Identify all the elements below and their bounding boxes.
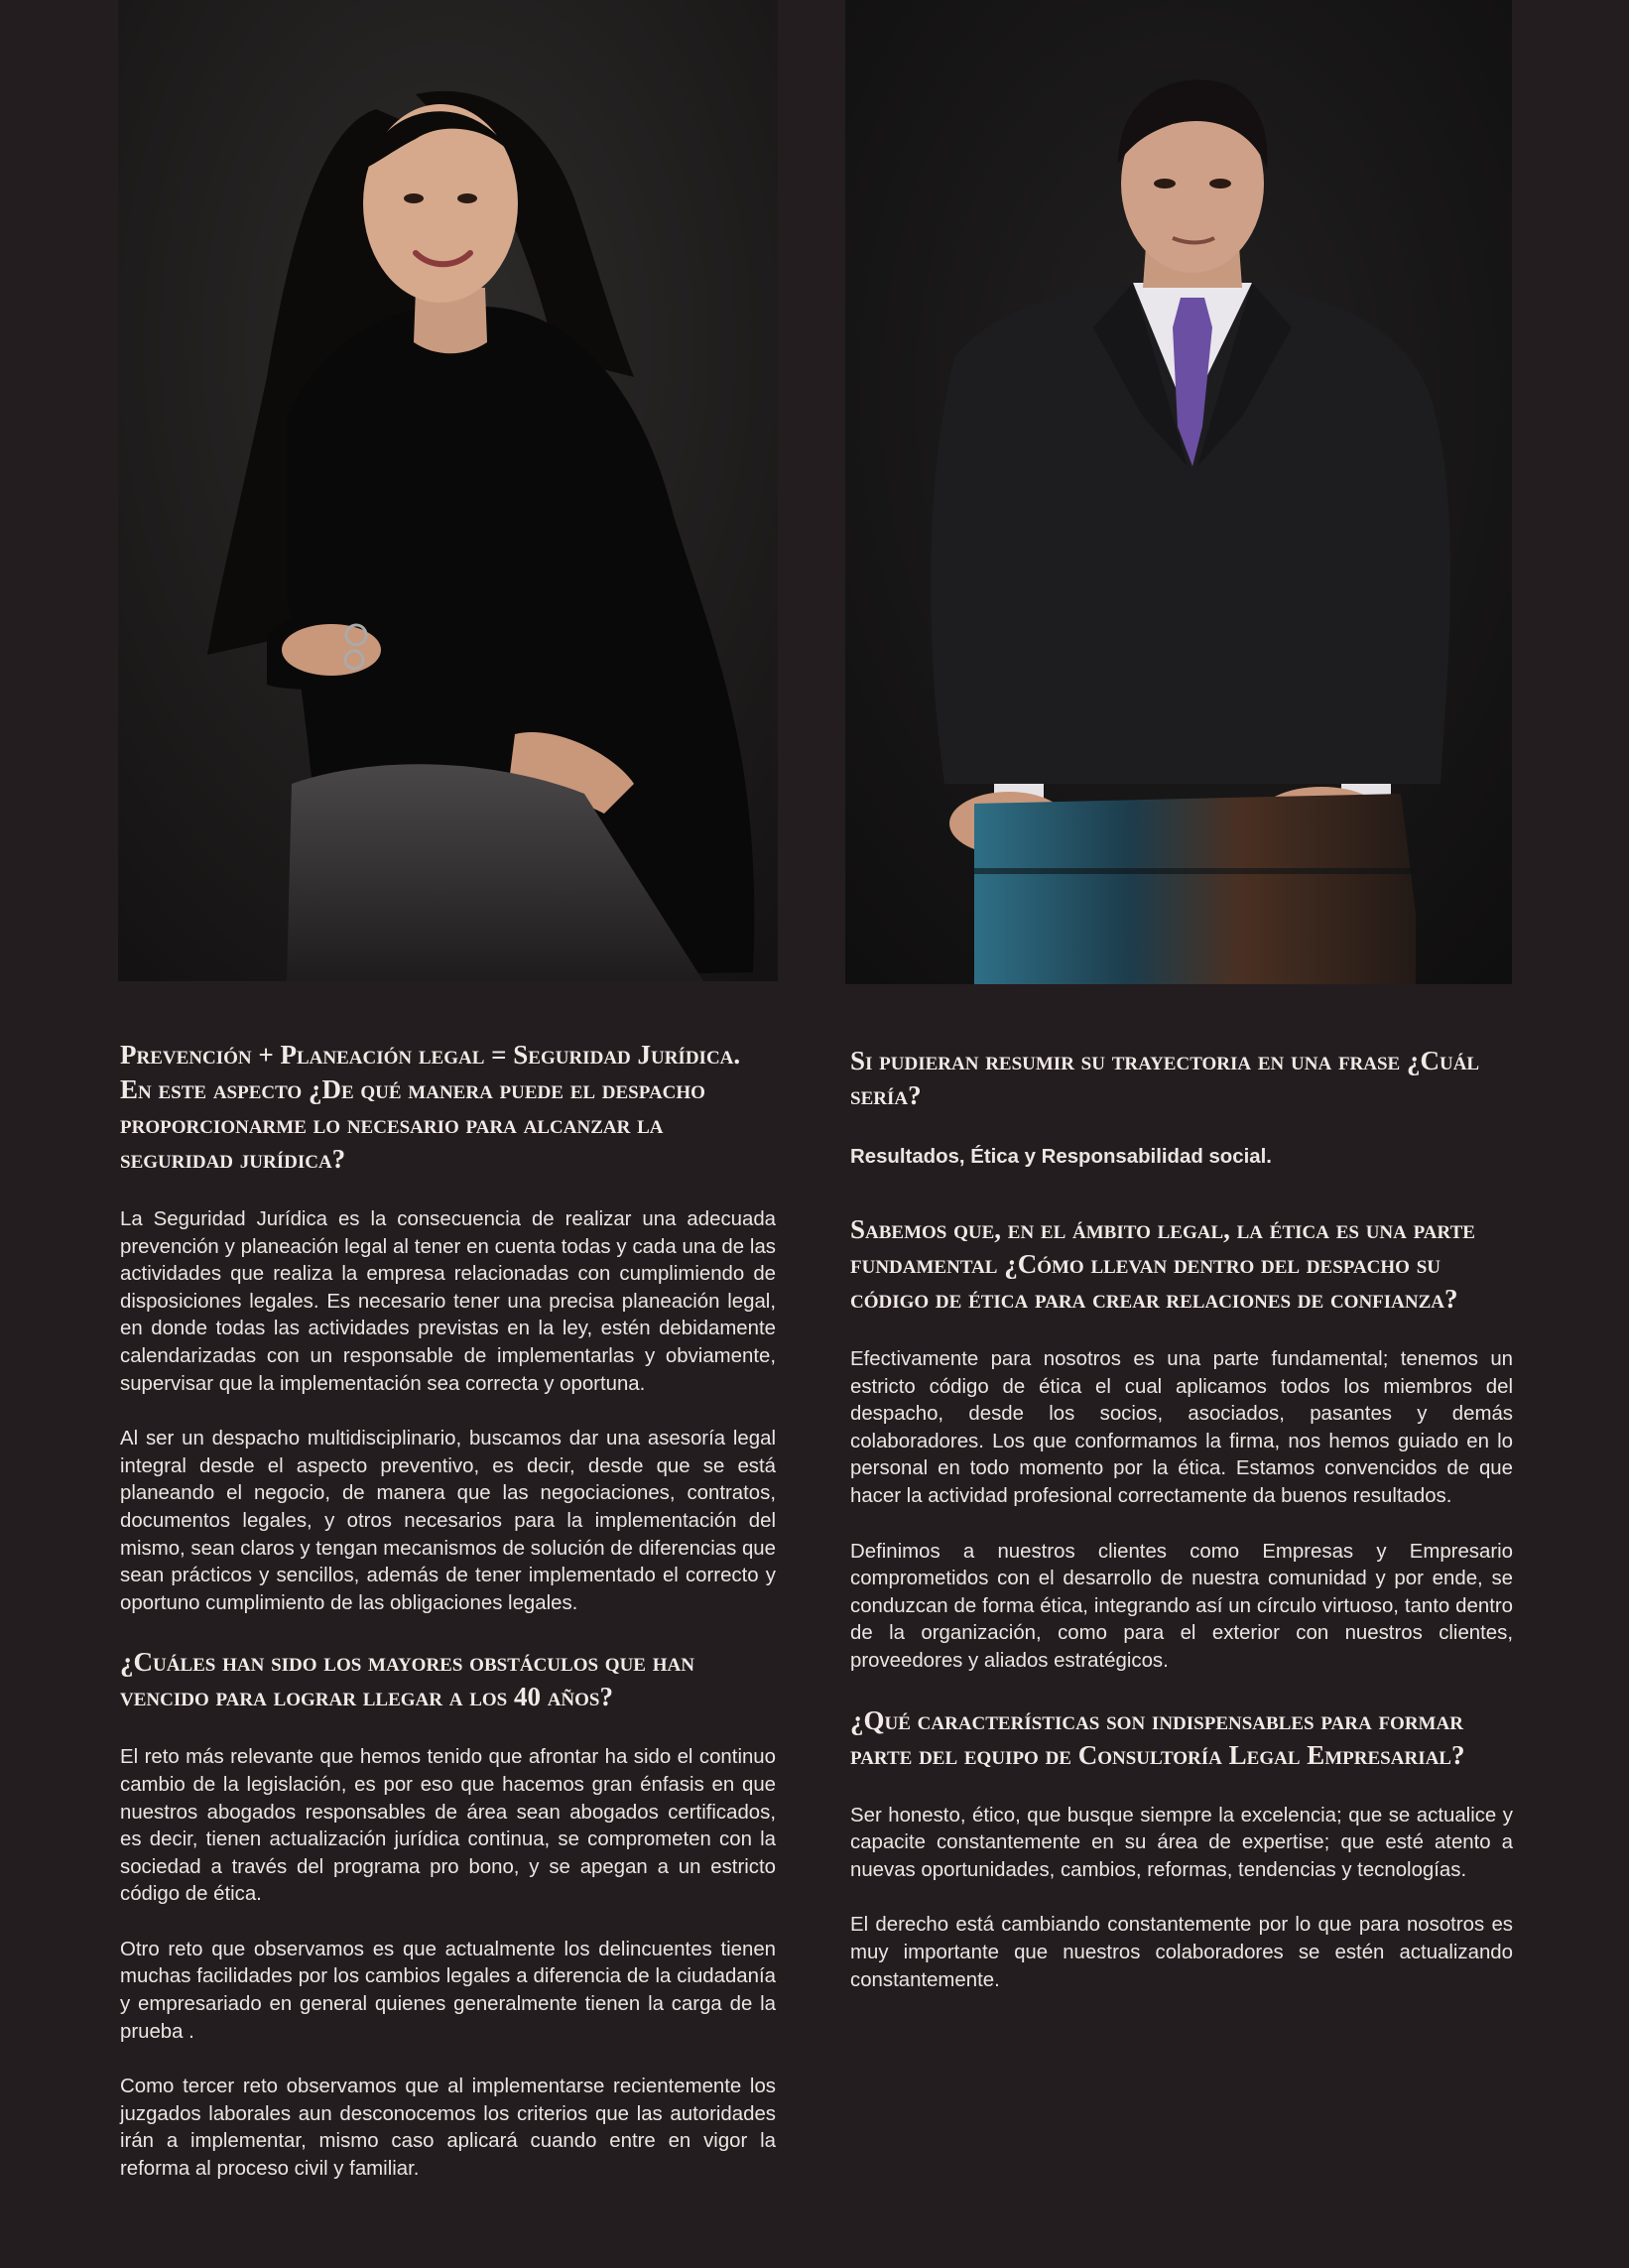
right-text-column: [850, 1044, 1513, 2022]
answer-highlight: Resultados, Ética y Responsabilidad social.: [850, 1146, 1272, 1168]
answer-paragraph: Efectivamente para nosotros es una parte fundamental; tenemos un estricto código de ética el cual aplicamos todos los miembros del despacho, desde los socios, asociados, pasantes y demás colaboradores. Los que conformamos la firma, nos hemos guiado en lo personal en todo momento por la ética. Estamos convencidos de que hacer la actividad profesional correctamente da buenos resultados.: [850, 1348, 1513, 1507]
answer-paragraph: La Seguridad Jurídica es la consecuencia de realizar una adecuada prevención y planeación legal al tener en cuenta todas y cada una de las actividades que realiza la empresa relacionadas con cumplimiendo de disposiciones legales. Es necesario tener una precisa planeación legal, en donde todas las actividades previstas en la ley, estén debidamente calendarizadas con un responsable de implementarlas y obviamente, supervisar que la implementación sea correcta y oportuna.: [120, 1208, 776, 1395]
answer-paragraph: Otro reto que observamos es que actualmente los delincuentes tienen muchas facilidades por los cambios legales a diferencia de la ciudadanía y empresariado en general quienes generalmente tienen la carga de la prueba .: [120, 1938, 776, 2043]
question-heading: ¿Cuáles han sido los mayores obstáculos que han vencido para lograr llegar a los 40 años?: [120, 1647, 694, 1712]
answer-paragraph: Al ser un despacho multidisciplinario, buscamos dar una asesoría legal integral desde el aspecto preventivo, es decir, desde que se está planeando el negocio, de manera que las negociaciones, contratos, documentos legales, y otros necesarios para la implementación del mismo, sean claros y tengan mecanismos de solución de diferencias que sean prácticos y sencillos, además de tener implementado el correcto y oportuno cumplimiento de las obligaciones legales.: [120, 1428, 776, 1614]
answer-paragraph: Definimos a nuestros clientes como Empresas y Empresario comprometidos con el desarrollo de nuestra comunidad y por ende, se conduzcan de forma ética, integrando así un círculo virtuoso, tanto dentro de la organización, como para el exterior con nuestros clientes, proveedores y aliados estratégicos.: [850, 1540, 1513, 1672]
question-heading: ¿Qué características son indispensables para formar parte del equipo de Consultoría Legal Empresarial?: [850, 1704, 1465, 1770]
left-text-column: [120, 1038, 776, 2211]
portrait-photo-woman: [118, 0, 778, 981]
answer-paragraph: El derecho está cambiando constantemente por lo que para nosotros es muy importante que nuestros colaboradores se estén actualizando constantemente.: [850, 1914, 1513, 1991]
answer-paragraph: El reto más relevante que hemos tenido que afrontar ha sido el continuo cambio de la legislación, es por eso que hacemos gran énfasis en que nuestros abogados responsables de área sean abogados certificados, es decir, tienen actualización jurídica continua, se comprometen con la sociedad a través del programa pro bono, y se apegan a un estricto código de ética.: [120, 1746, 776, 1906]
portrait-woman-icon: [118, 0, 778, 981]
answer-paragraph: Ser honesto, ético, que busque siempre la excelencia; que se actualice y capacite constantemente en su área de expertise; que esté atento a nuevas oportunidades, cambios, reformas, tendencias y tecnologías.: [850, 1804, 1513, 1881]
portrait-photo-man: [845, 0, 1512, 984]
question-heading: Prevención + Planeación legal = Seguridad Jurídica. En este aspecto ¿De qué manera puede el despacho proporcionarme lo necesario para alcanzar la seguridad jurídica?: [120, 1040, 741, 1174]
question-heading: Si pudieran resumir su trayectoria en una frase ¿Cuál sería?: [850, 1046, 1480, 1110]
answer-paragraph: Como tercer reto observamos que al implementarse recientemente los juzgados laborales aun desconocemos los criterios que las autoridades irán a implementar, mismo caso aplicará cuando entre en vigor la reforma al proceso civil y familiar.: [120, 2076, 776, 2181]
portrait-man-icon: [845, 0, 1512, 984]
question-heading: Sabemos que, en el ámbito legal, la ética es una parte fundamental ¿Cómo llevan dentro del despacho su código de ética para crear relaciones de confianza?: [850, 1214, 1475, 1314]
